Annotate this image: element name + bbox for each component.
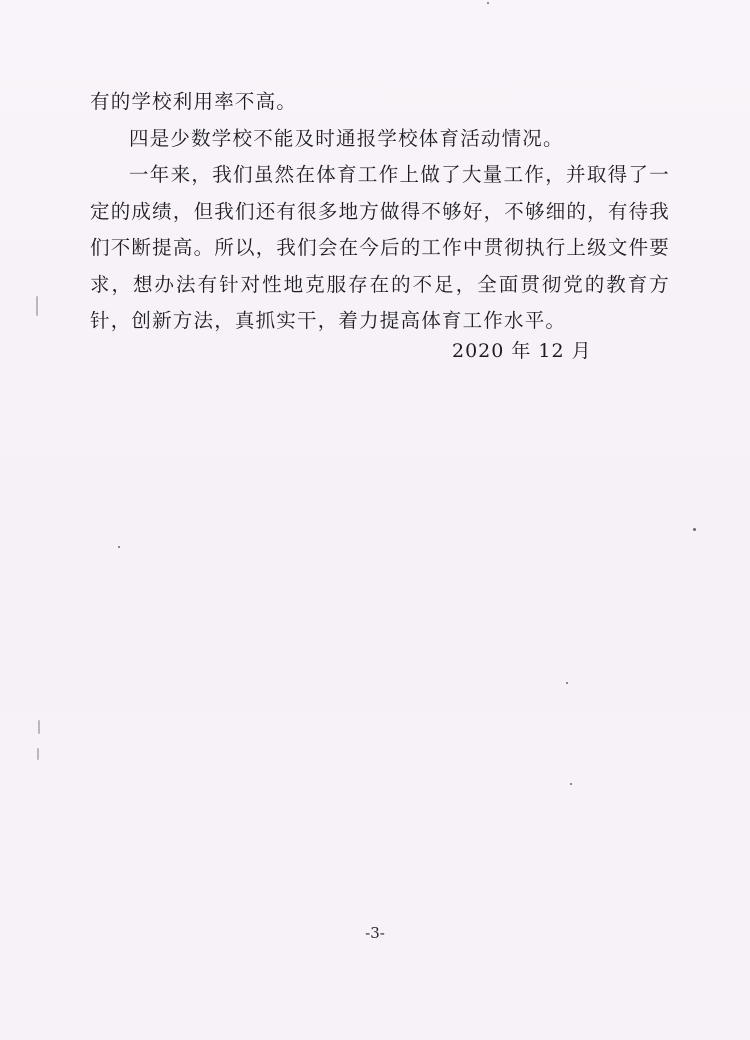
scan-speck (566, 682, 568, 684)
document-date: 2020 年 12 月 (452, 340, 592, 362)
document-body (90, 84, 670, 340)
scan-speck (118, 546, 120, 548)
page-number: -3- (365, 924, 385, 942)
scan-speck (487, 2, 489, 4)
binding-hole-mark (38, 720, 40, 734)
scan-speck (693, 528, 696, 531)
paragraph-continuation: 有的学校利用率不高。 (90, 90, 298, 113)
paragraph-point-four: 四是少数学校不能及时通报学校体育活动情况。 (129, 126, 564, 150)
binding-hole-mark (37, 748, 39, 760)
paragraph-summary: 一年来，我们虽然在体育工作上做了大量工作，并取得了一定的成绩，但我们还有很多地方做得不够好，不够细的，有待我们不断提高。所以，我们会在今后的工作中贯彻执行上级文件要求，想办法有针对性地克服存在的不足，全面贯彻党的教育方针，创新方法，真抓实干，着力提高体育工作水平。 (90, 163, 670, 332)
binding-hole-mark (36, 296, 38, 316)
scan-speck (570, 783, 572, 785)
